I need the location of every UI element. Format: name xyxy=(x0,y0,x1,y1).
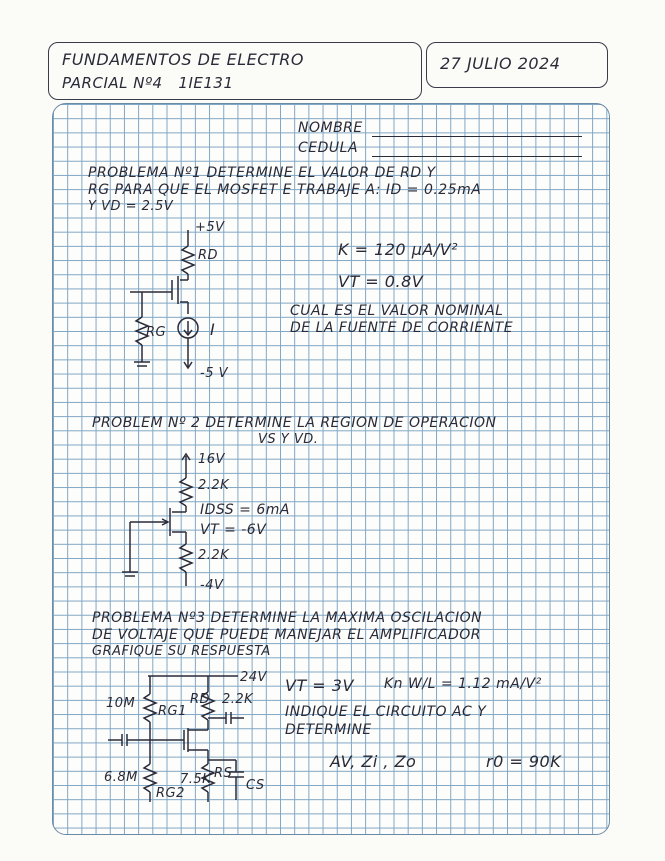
p3-statement-3: GRAFIQUE SU RESPUESTA xyxy=(92,644,271,659)
p1-isrc-label: I xyxy=(210,320,216,339)
p2-rbottom: 2.2K xyxy=(198,548,230,563)
p1-statement-3: Y VD = 2.5V xyxy=(88,199,174,214)
exam-date: 27 JULIO 2024 xyxy=(440,54,561,73)
id-label: CEDULA xyxy=(298,140,359,156)
course-title: FUNDAMENTOS DE ELECTRO xyxy=(62,50,304,69)
p2-vtop: 16V xyxy=(198,452,225,467)
p3-ro: r0 = 90K xyxy=(486,752,562,771)
course-code: 1IE131 xyxy=(178,74,234,92)
p3-vt: VT = 3V xyxy=(285,676,354,695)
p3-params: AV, Zi , Zo xyxy=(330,752,417,771)
name-line xyxy=(372,136,582,137)
p1-vplus: +5V xyxy=(195,220,225,235)
p2-vbottom: -4V xyxy=(200,578,224,593)
name-label: NOMBRE xyxy=(298,120,363,136)
p3-rd-value: 2.2K xyxy=(222,692,254,707)
p3-r68m: 6.8M xyxy=(104,770,138,785)
p1-rg-label: RG xyxy=(146,325,167,340)
p2-vt: VT = -6V xyxy=(200,522,267,538)
p2-idss: IDSS = 6mA xyxy=(200,502,290,518)
p3-rg2: RG2 xyxy=(156,786,185,801)
p3-rs-label: RS xyxy=(214,766,233,781)
p3-rd-label: RD xyxy=(190,692,211,707)
p1-statement-2: RG PARA QUE EL MOSFET E TRABAJE A: ID = 0.25mA xyxy=(88,182,482,198)
p1-question-1: CUAL ES EL VALOR NOMINAL xyxy=(290,303,504,319)
p1-k: K = 120 µA/V² xyxy=(338,240,459,259)
p2-rtop: 2.2K xyxy=(198,478,230,493)
p1-question-2: DE LA FUENTE DE CORRIENTE xyxy=(290,320,514,336)
p1-vminus: -5 V xyxy=(200,366,228,381)
p3-indicate-1: INDIQUE EL CIRCUITO AC Y xyxy=(285,704,487,720)
p3-rg1: RG1 xyxy=(158,704,187,719)
p1-rd-label: RD xyxy=(198,248,219,263)
p3-indicate-2: DETERMINE xyxy=(285,722,372,738)
p3-cs-label: CS xyxy=(246,778,265,793)
p3-statement-2: DE VOLTAJE QUE PUEDE MANEJAR EL AMPLIFICADOR xyxy=(92,627,482,643)
p3-vdd: 24V xyxy=(240,670,267,685)
p1-statement-1: PROBLEMA Nº1 DETERMINE EL VALOR DE RD Y xyxy=(88,165,436,181)
p2-statement-1: PROBLEM Nº 2 DETERMINE LA REGION DE OPERACION xyxy=(92,415,497,431)
id-line xyxy=(372,156,582,157)
p3-rs-value: 7.5K xyxy=(180,772,212,787)
exam-label: PARCIAL Nº4 xyxy=(62,74,163,92)
p2-statement-2: VS Y VD. xyxy=(258,432,319,447)
p3-statement-1: PROBLEMA Nº3 DETERMINE LA MAXIMA OSCILACION xyxy=(92,610,483,626)
p1-circuit xyxy=(120,222,240,382)
exam-title xyxy=(62,74,234,92)
p2-circuit xyxy=(122,450,212,590)
p1-vt: VT = 0.8V xyxy=(338,272,424,291)
p3-kn: Kn W/L = 1.12 mA/V² xyxy=(384,676,542,692)
p3-r10m: 10M xyxy=(106,696,136,711)
